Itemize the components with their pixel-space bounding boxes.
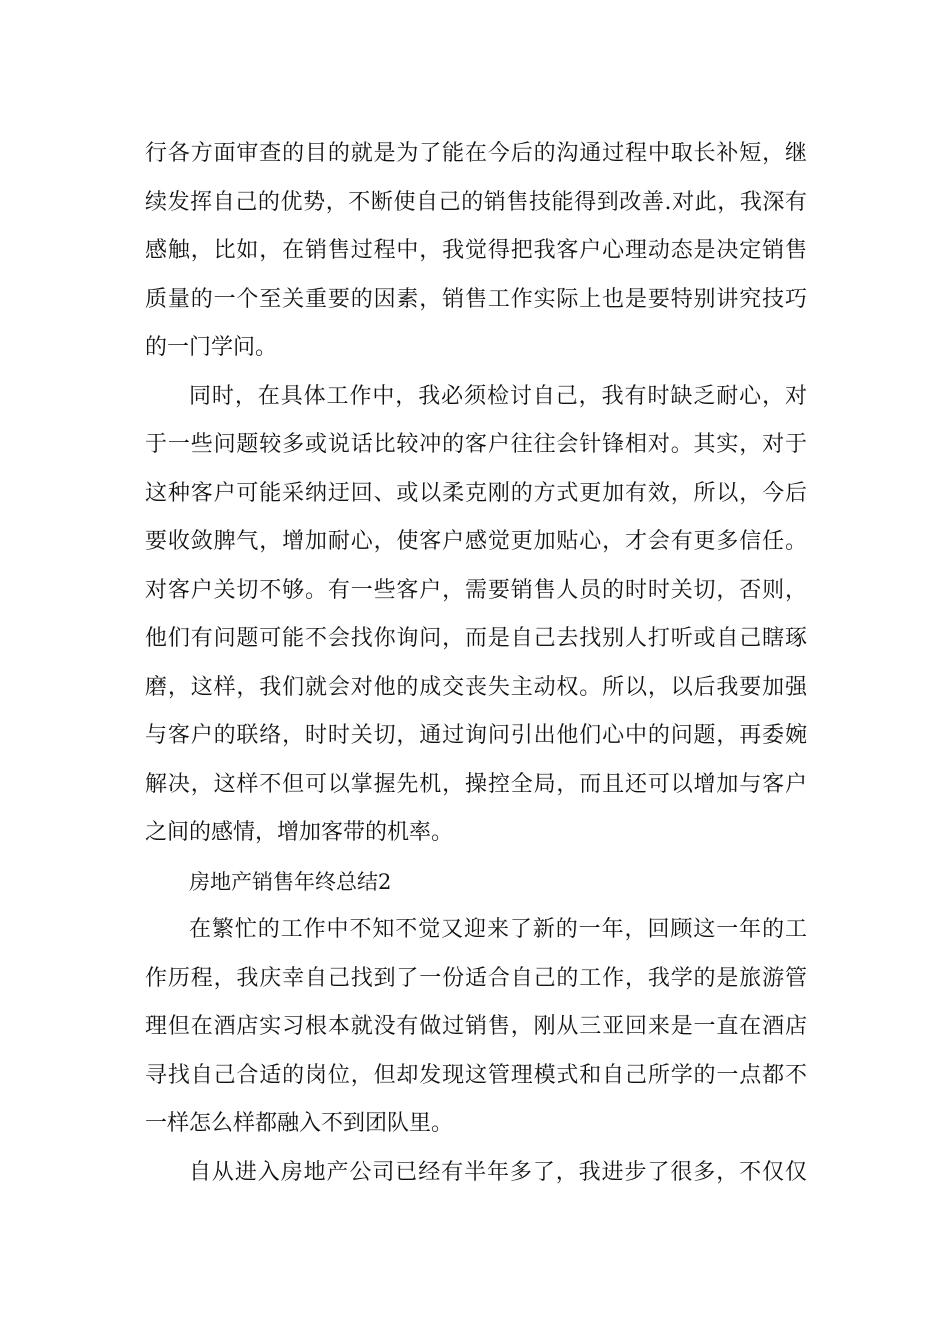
paragraph-line: 要收敛脾气，增加耐心，使客户感觉更加贴心，才会有更多信任。 [145,529,807,554]
paragraph-line: 自从进入房地产公司已经有半年多了，我进步了很多，不仅仅 [189,1159,807,1185]
paragraph-line: 一样怎么样都融入不到团队里。 [145,1111,454,1136]
paragraph-line: 他们有问题可能不会找你询问，而是自己去找别人打听或自己瞎琢 [145,626,807,651]
paragraph-line: 解决，这样不但可以掌握先机，操控全局，而且还可以增加与客户 [145,771,807,797]
paragraph-line: 于一些问题较多或说话比较冲的客户往往会针锋相对。其实，对于 [145,432,807,457]
paragraph-line: 行各方面审查的目的就是为了能在今后的沟通过程中取长补短，继 [145,141,807,166]
paragraph-line: 这种客户可能采纳迂回、或以柔克刚的方式更加有效，所以，今后 [145,480,807,506]
paragraph-line: 续发挥自己的优势，不断使自己的销售技能得到改善.对此，我深有 [145,189,807,215]
paragraph-line: 磨，这样，我们就会对他的成交丧失主动权。所以，以后我要加强 [145,674,807,700]
paragraph-line: 同时，在具体工作中，我必须检讨自己，我有时缺乏耐心，对 [189,383,807,409]
paragraph-line: 对客户关切不够。有一些客户，需要销售人员的时时关切，否则， [145,577,807,603]
paragraph-line: 寻找自己合适的岗位，但却发现这管理模式和自己所学的一点都不 [145,1062,807,1088]
section-heading: 房地产销售年终总结2 [189,869,392,894]
paragraph-line: 之间的感情，增加客带的机率。 [145,820,454,845]
paragraph-line: 的一门学问。 [145,335,278,360]
document-body [145,130,807,1197]
paragraph-line: 感触，比如，在销售过程中，我觉得把我客户心理动态是决定销售 [145,238,807,263]
paragraph-line: 在繁忙的工作中不知不觉又迎来了新的一年，回顾这一年的工 [189,917,807,942]
paragraph-line: 理但在酒店实习根本就没有做过销售，刚从三亚回来是一直在酒店 [145,1014,807,1039]
paragraph-line: 与客户的联络，时时关切，通过询问引出他们心中的问题，再委婉 [145,723,807,748]
paragraph-line: 作历程，我庆幸自己找到了一份适合自己的工作，我学的是旅游管 [145,965,807,991]
paragraph-line: 质量的一个至关重要的因素，销售工作实际上也是要特别讲究技巧 [145,286,807,312]
